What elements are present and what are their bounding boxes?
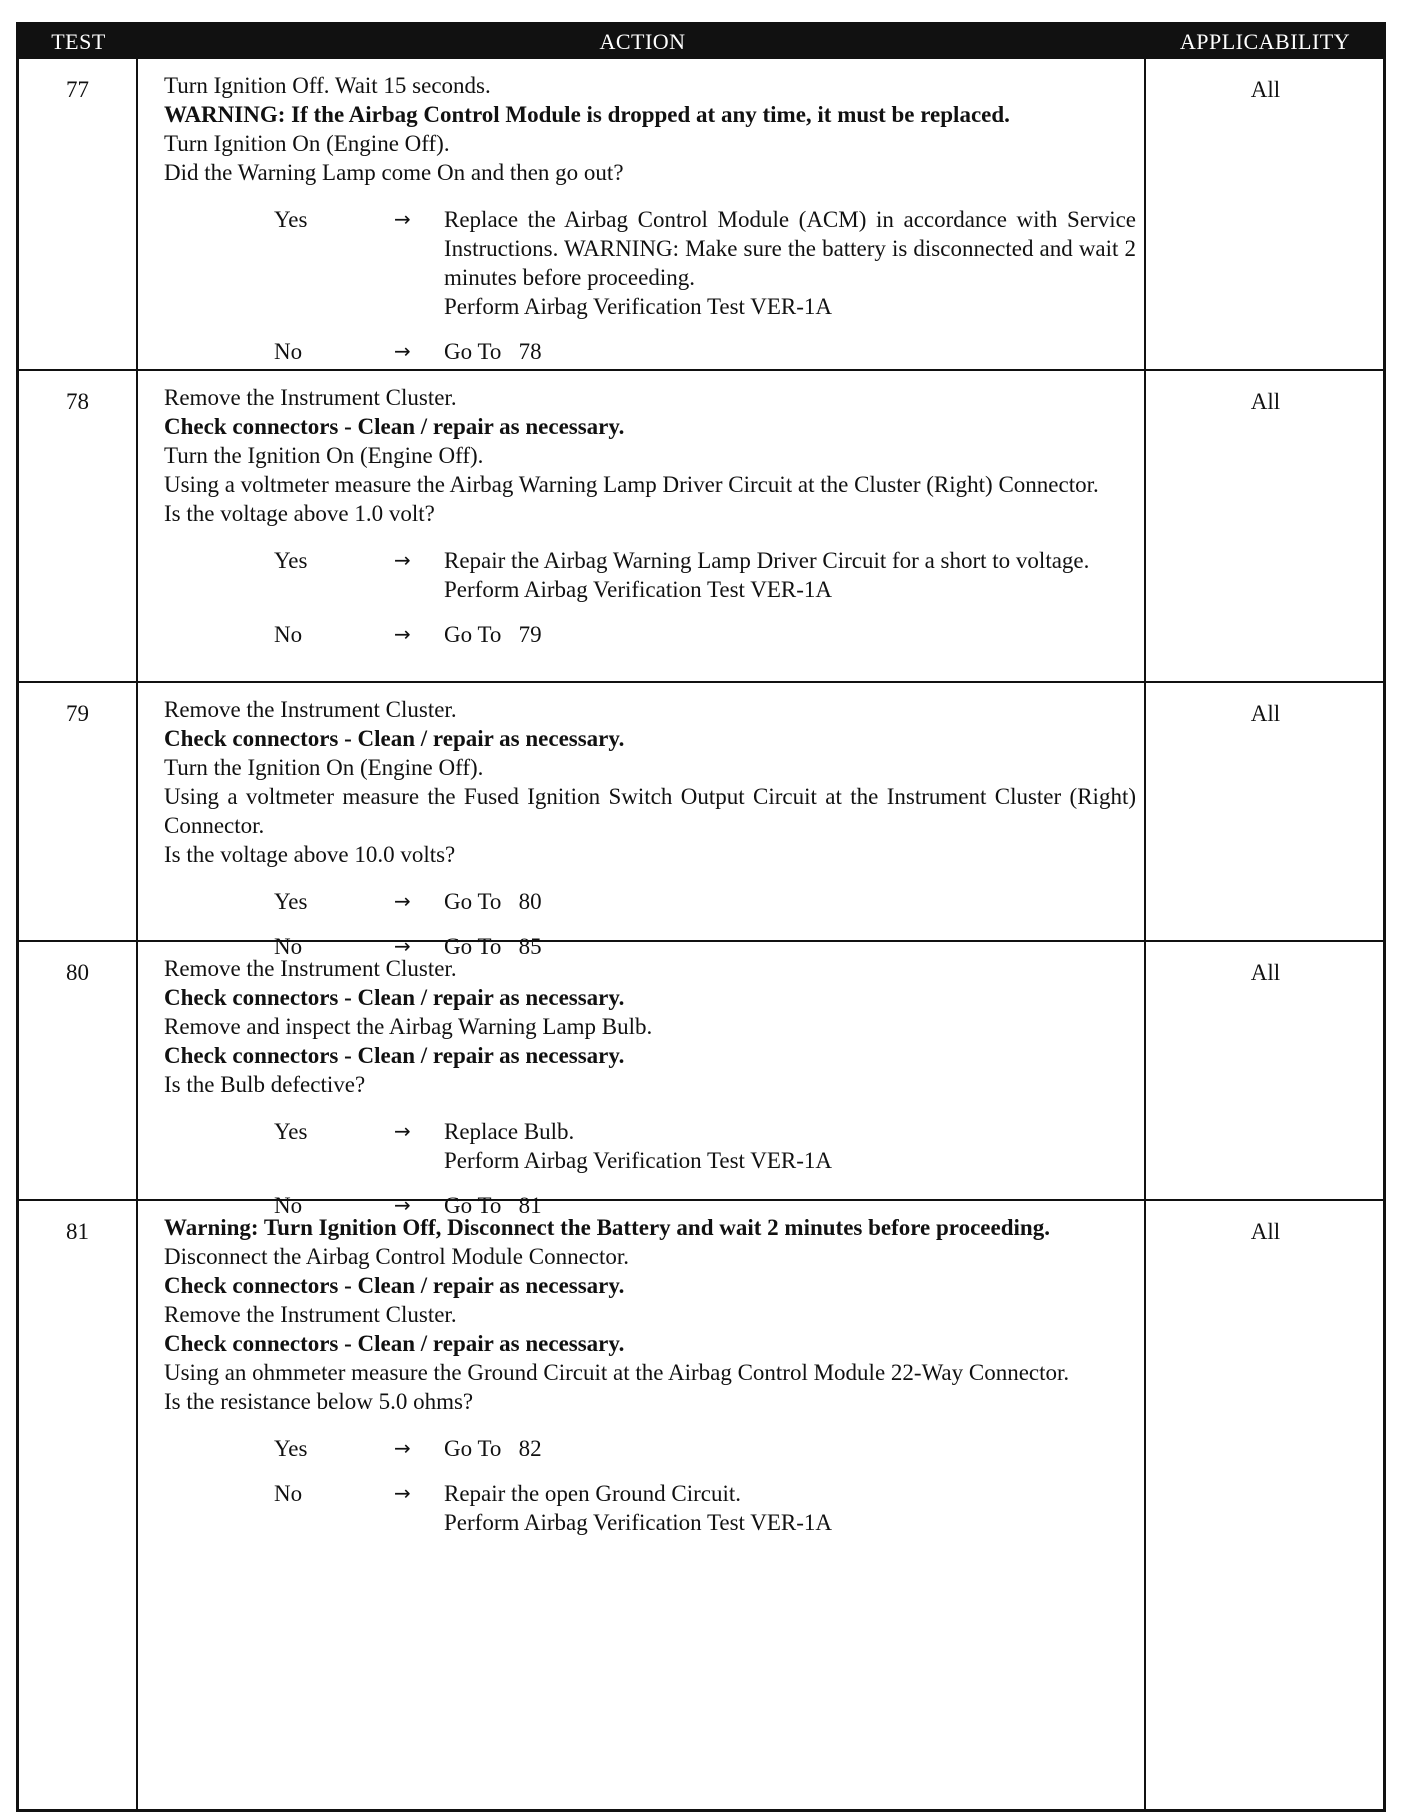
action-line: Remove and inspect the Airbag Warning Lamp Bulb. [164,1014,653,1039]
applicability-value: All [1250,701,1281,726]
answer-label: No [274,622,303,647]
answer-option-yes [164,205,1142,321]
answer-option-no [164,620,1136,649]
right-arrow-icon: → [394,889,411,913]
action-warning-line: Check connectors - Clean / repair as necessary. [164,726,625,751]
result-line: Go To 82 [444,1436,542,1461]
answer-result [444,1479,1136,1537]
action-warning-line: Check connectors - Clean / repair as necessary. [164,414,625,439]
answer-label: Yes [274,1119,308,1144]
applicability-value: All [1250,960,1281,985]
test-number: 77 [19,59,138,369]
table-header [19,25,1383,59]
action-line: Is the Bulb defective? [164,1072,366,1097]
applicability-value: All [1250,1219,1281,1244]
right-arrow-icon: → [394,207,411,231]
action-cell [140,371,1146,681]
table-row [19,59,1383,371]
result-line: Go To 78 [444,339,542,364]
applicability-value: All [1250,389,1281,414]
header-applicability: APPLICABILITY [1179,29,1351,54]
action-cell [140,1201,1146,1811]
action-line: Is the resistance below 5.0 ohms? [164,1389,474,1414]
answer-options [164,546,1136,649]
table-row [19,1201,1383,1811]
action-line: Did the Warning Lamp come On and then go out? [164,160,624,185]
action-cell [140,683,1146,959]
answer-label: Yes [274,548,308,573]
right-arrow-icon: → [394,622,411,646]
right-arrow-icon: → [394,1436,411,1460]
action-cell [140,942,1146,1218]
action-line: Using a voltmeter measure the Fused Ignition Switch Output Circuit at the Instrument Cluster (Right) Connector. [164,784,1136,838]
right-arrow-icon: → [394,339,411,363]
action-line: Turn Ignition On (Engine Off). [164,131,450,156]
answer-label: No [274,339,303,364]
result-line: Repair the open Ground Circuit. [444,1481,742,1506]
answer-label: Yes [274,889,308,914]
test-number: 78 [19,371,138,681]
test-number: 80 [19,942,138,1199]
action-line: Turn the Ignition On (Engine Off). [164,443,484,468]
answer-option-no [164,337,1136,366]
result-line: Replace the Airbag Control Module (ACM) in accordance with Service Instructions. WARNING: Make sure the battery is disconnected and wait 2 minutes before proceeding. [444,207,1142,290]
answer-result [444,546,1136,604]
applicability-value: All [1250,77,1281,102]
answer-result [444,620,1136,649]
result-line: Perform Airbag Verification Test VER-1A [444,1510,833,1535]
action-line: Remove the Instrument Cluster. [164,1302,457,1327]
table-row [19,371,1383,683]
answer-option-yes [164,546,1136,604]
action-warning-line: Check connectors - Clean / repair as necessary. [164,1043,625,1068]
result-line: Go To 81 [444,1193,542,1218]
table-row [19,683,1383,959]
result-line: Repair the Airbag Warning Lamp Driver Circuit for a short to voltage. [444,548,1090,573]
result-line: Perform Airbag Verification Test VER-1A [444,294,833,319]
result-line: Replace Bulb. [444,1119,575,1144]
test-number: 81 [19,1201,138,1811]
result-line: Go To 79 [444,622,542,647]
answer-result [444,1117,1136,1175]
result-line: Go To 85 [444,934,542,959]
answer-result [444,887,1136,916]
result-line: Perform Airbag Verification Test VER-1A [444,1148,833,1173]
answer-result [444,1434,1136,1463]
header-action: ACTION [599,29,686,54]
answer-option-no [164,1479,1136,1537]
action-line: Using a voltmeter measure the Airbag Warning Lamp Driver Circuit at the Cluster (Right) Connector. [164,472,1099,497]
answer-option-yes [164,1434,1136,1463]
right-arrow-icon: → [394,1119,411,1143]
action-line: Disconnect the Airbag Control Module Connector. [164,1244,630,1269]
answer-option-yes [164,1117,1136,1175]
action-line: Is the voltage above 10.0 volts? [164,842,456,867]
action-line: Turn Ignition Off. Wait 15 seconds. [164,73,491,98]
right-arrow-icon: → [394,934,411,958]
answer-label: Yes [274,1436,308,1461]
answer-option-yes [164,887,1136,916]
right-arrow-icon: → [394,1193,411,1217]
answer-options [164,205,1142,366]
action-warning-line: Check connectors - Clean / repair as necessary. [164,1331,625,1356]
action-warning-line: WARNING: If the Airbag Control Module is dropped at any time, it must be replaced. [164,102,1010,127]
right-arrow-icon: → [394,1481,411,1505]
action-cell [140,59,1146,369]
result-line: Go To 80 [444,889,542,914]
action-line: Remove the Instrument Cluster. [164,385,457,410]
action-line: Remove the Instrument Cluster. [164,956,457,981]
result-line: Perform Airbag Verification Test VER-1A [444,577,833,602]
action-warning-line: Check connectors - Clean / repair as necessary. [164,1273,625,1298]
action-warning-line: Warning: Turn Ignition Off, Disconnect the Battery and wait 2 minutes before proceeding. [164,1215,1050,1240]
answer-label: No [274,1193,303,1218]
answer-label: No [274,1481,303,1506]
action-line: Using an ohmmeter measure the Ground Circuit at the Airbag Control Module 22-Way Connector. [164,1360,1070,1385]
answer-label: Yes [274,207,308,232]
answer-result [444,205,1142,321]
action-line: Remove the Instrument Cluster. [164,697,457,722]
answer-result [444,337,1136,366]
action-line: Turn the Ignition On (Engine Off). [164,755,484,780]
answer-options [164,1434,1136,1537]
header-test: TEST [51,29,106,54]
diagnostic-test-table [16,22,1386,1812]
action-line: Is the voltage above 1.0 volt? [164,501,435,526]
table-row [19,942,1383,1218]
test-number: 79 [19,683,138,940]
answer-label: No [274,934,303,959]
action-warning-line: Check connectors - Clean / repair as necessary. [164,985,625,1010]
right-arrow-icon: → [394,548,411,572]
